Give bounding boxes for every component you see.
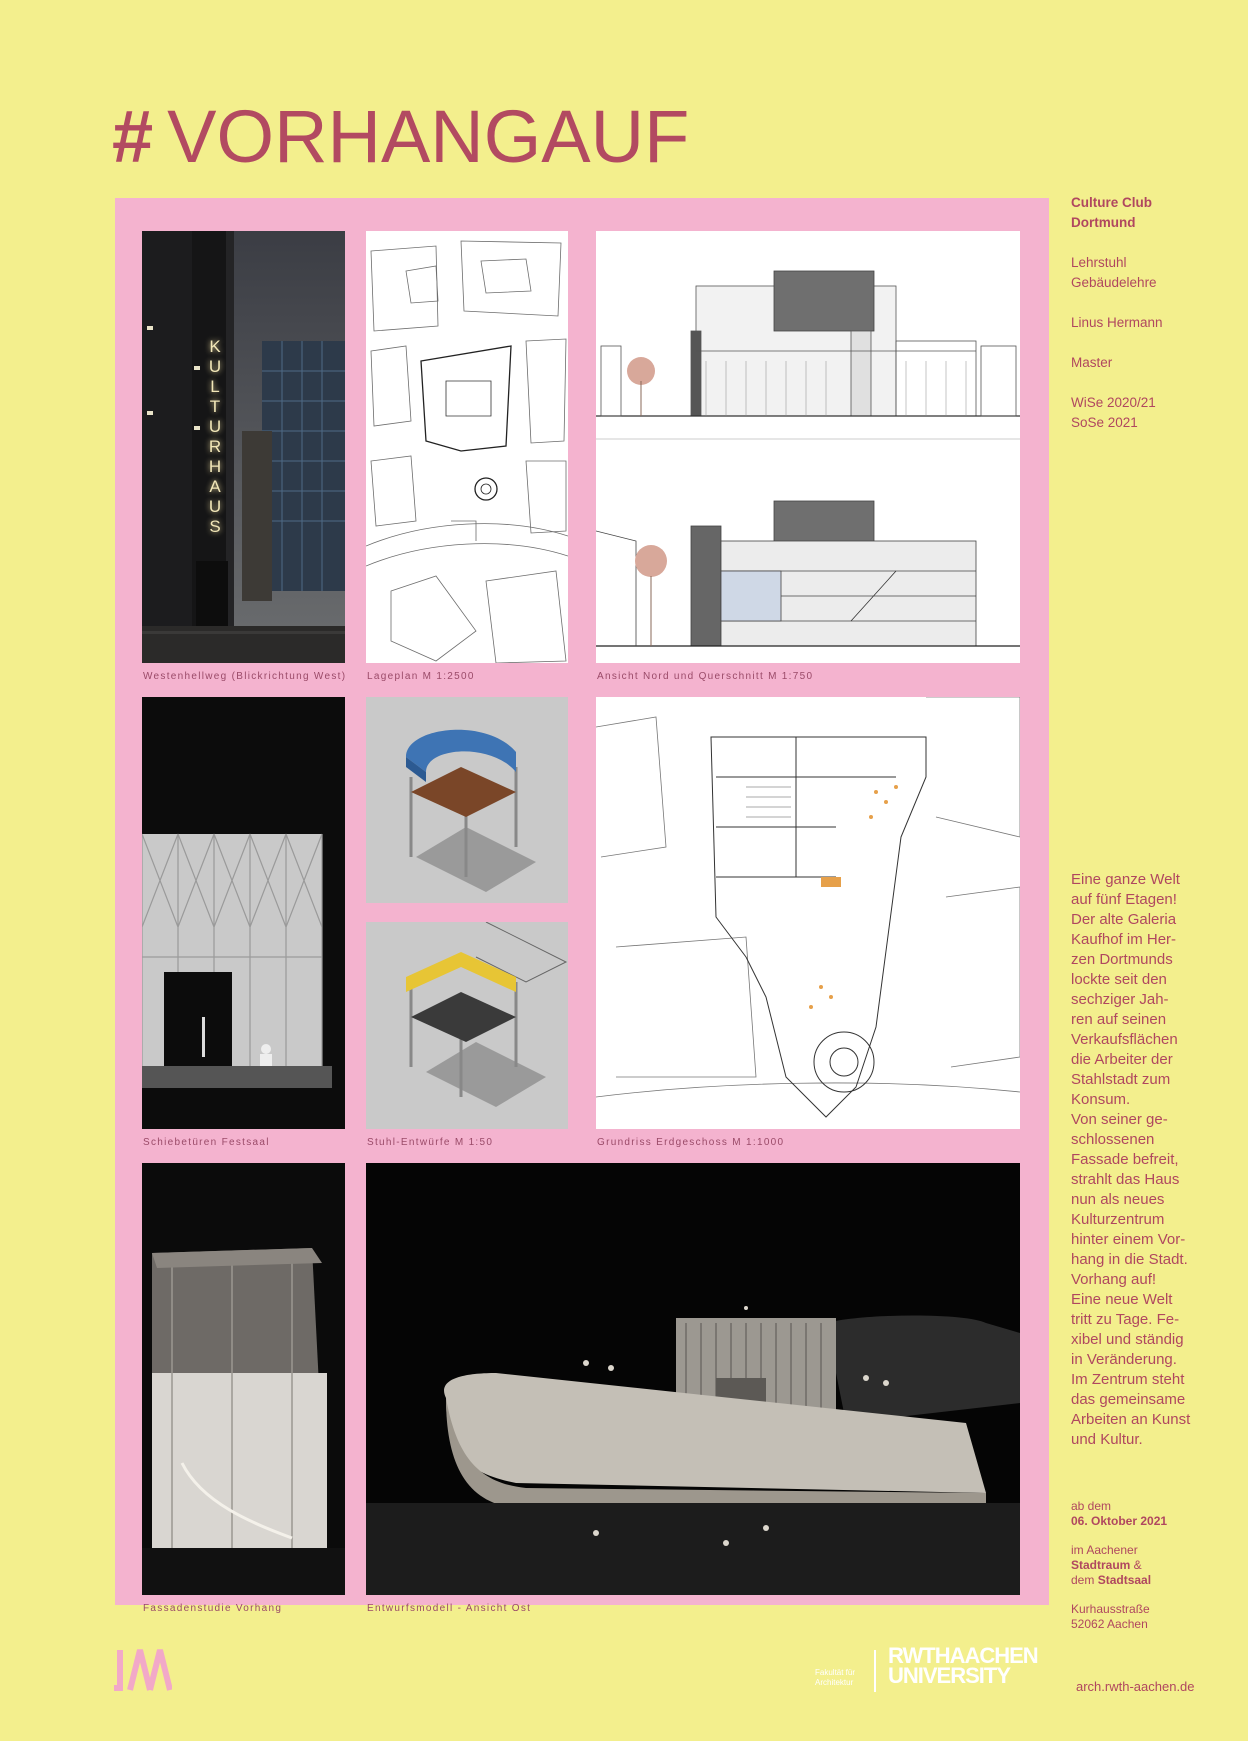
chair-name [1071,253,1241,293]
author-name: Linus Hermann [1071,315,1163,330]
chair-line2: Gebäudelehre [1071,275,1157,290]
term-1: WiSe 2020/21 [1071,395,1156,410]
sign-letter: H [208,457,222,476]
exhibition-info [1071,1499,1241,1632]
rwth-line1: RWTHAACHEN [888,1643,1038,1668]
caption-site-plan: Lageplan M 1:2500 [367,671,475,682]
kulturhaus-neon-sign [205,337,225,537]
caption-night-street: Westenhellweg (Blickrichtung West) [143,671,347,682]
site-plan-drawing [366,231,568,663]
story-line: Stahlstadt zum [1071,1071,1171,1088]
project-title [1071,193,1241,233]
ground-floor-plan-image [596,697,1020,1129]
story-line: in Veränderung. [1071,1351,1177,1368]
story-line: Kulturzentrum [1071,1211,1165,1228]
story-line: und Kultur. [1071,1431,1143,1448]
story-line: strahlt das Haus [1071,1171,1180,1188]
sign-letter: U [208,417,222,436]
story-line: Kaufhof im Her- [1071,931,1177,948]
story-line: Der alte Galeria [1071,911,1177,928]
elevation-section-drawing [596,231,1020,663]
sign-letter: K [209,337,221,356]
venue-amp: & [1130,1558,1142,1572]
sign-letter: A [209,477,221,496]
story-line: Konsum. [1071,1091,1131,1108]
exhibition-date: 06. Oktober 2021 [1071,1514,1168,1528]
project-description [1071,870,1241,1450]
design-model-photo [366,1163,1020,1595]
venue-2: Stadtsaal [1097,1573,1152,1587]
caption-sliding-doors: Schiebetüren Festsaal [143,1137,270,1148]
story-line: Arbeiten an Kunst [1071,1411,1191,1428]
city: 52062 Aachen [1071,1617,1148,1631]
title-word: VORHANGAUF [167,95,690,178]
street: Kurhausstraße [1071,1602,1150,1616]
story-line: Von seiner ge- [1071,1111,1168,1128]
venue-dem: dem [1071,1573,1098,1587]
design-model-image [366,1163,1020,1595]
sign-letter: U [208,497,222,516]
chair-design-1-image [366,697,568,903]
story-line: Vorhang auf! [1071,1271,1157,1288]
story-line: nun als neues [1071,1191,1165,1208]
rwth-logo [888,1643,1038,1688]
story-line: hang in die Stadt. [1071,1251,1188,1268]
website-link[interactable]: arch.rwth-aachen.de [1076,1679,1195,1694]
story-line: Eine ganze Welt [1071,871,1180,888]
sidebar-project-info [1071,193,1241,433]
story-line: ren auf seinen [1071,1011,1167,1028]
story-line: tritt zu Tage. Fe- [1071,1311,1180,1328]
story-line: xibel und ständig [1071,1331,1184,1348]
story-line: schlossenen [1071,1131,1155,1148]
story-line: die Arbeiter der [1071,1051,1173,1068]
night-street-render [142,231,345,663]
night-street-image [142,231,345,663]
caption-chairs: Stuhl-Entwürfe M 1:50 [367,1137,494,1148]
story-line: zen Dortmunds [1071,951,1173,968]
story-line: auf fünf Etagen! [1071,891,1177,908]
caption-elevation-section: Ansicht Nord und Querschnitt M 1:750 [597,671,814,682]
story-line: Eine neue Welt [1071,1291,1173,1308]
sign-letter: T [209,397,221,416]
faculty-line2: Architektur [815,1678,854,1687]
facade-study-model [142,1163,345,1595]
sliding-doors-image [142,697,345,1129]
story-line: lockte seit den [1071,971,1167,988]
elevation-section-image [596,231,1020,663]
story-line: Verkaufsflächen [1071,1031,1178,1048]
venue-1: Stadtraum [1071,1558,1131,1572]
site-plan-image [366,231,568,663]
sign-letter: S [209,517,221,536]
poster-title [112,95,690,178]
sign-letter: U [208,357,222,376]
story-line: sechziger Jah- [1071,991,1169,1008]
project-title-line2: Dortmund [1071,215,1136,230]
caption-design-model: Entwurfsmodell - Ansicht Ost [367,1603,532,1614]
date-prefix: ab dem [1071,1499,1112,1513]
chair-design-1 [366,697,568,903]
degree: Master [1071,355,1113,370]
rwth-divider [874,1650,876,1692]
story-line: hinter einem Vor- [1071,1231,1186,1248]
sliding-doors-model [142,697,345,1129]
story-line: Im Zentrum steht [1071,1371,1185,1388]
caption-ground-plan: Grundriss Erdgeschoss M 1:1000 [597,1137,785,1148]
jaa-logo [112,1648,172,1692]
semester [1071,393,1241,433]
project-title-line1: Culture Club [1071,195,1152,210]
story-line: das gemeinsame [1071,1391,1186,1408]
caption-facade-study: Fassadenstudie Vorhang [143,1603,283,1614]
sign-letter: L [210,377,220,396]
venue-prefix: im Aachener [1071,1543,1138,1557]
chair-line1: Lehrstuhl [1071,255,1127,270]
story-line: Fassade befreit, [1071,1151,1179,1168]
chair-design-2-image [366,922,568,1129]
rwth-line2: UNIVERSITY [888,1663,1011,1688]
sign-letter: R [208,437,222,456]
chair-design-2 [366,922,568,1129]
title-hash: # [112,95,154,178]
term-2: SoSe 2021 [1071,415,1138,430]
faculty-line1: Fakultät für [815,1668,856,1677]
ground-floor-plan [596,697,1020,1129]
faculty-label [815,1668,855,1688]
facade-study-image [142,1163,345,1595]
